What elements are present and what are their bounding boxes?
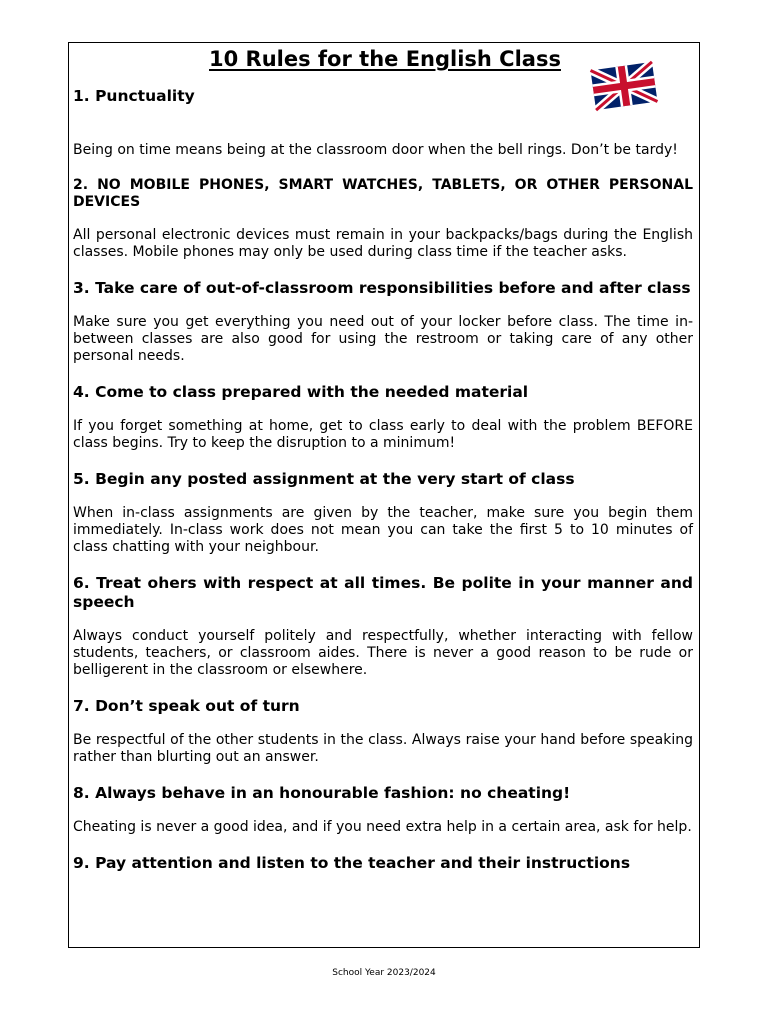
rules-page-frame [68, 42, 700, 948]
page-title-text: 10 Rules for the English Class [209, 47, 561, 71]
rule-1-text: Being on time means being at the classroom door when the bell rings. Don’t be tardy! [73, 142, 678, 158]
rule-5-heading: 5. Begin any posted assignment at the very start of class [73, 470, 575, 488]
rule-5-text: When in-class assignments are given by the teacher, make sure you begin them immediately. In-class work does not mean you can take the first 5 to 10 minutes of class chatting with your neighbour. [73, 505, 693, 555]
rule-1-heading: 1. Punctuality [73, 87, 195, 105]
rule-7-heading: 7. Don’t speak out of turn [73, 697, 300, 715]
rule-7-text: Be respectful of the other students in the class. Always raise your hand before speaking rather than blurting out an answer. [73, 732, 693, 765]
rule-8-heading: 8. Always behave in an honourable fashion: no cheating! [73, 784, 571, 802]
rule-6-heading: 6. Treat ohers with respect at all times. Be polite in your manner and speech [73, 574, 693, 611]
rule-4-heading: 4. Come to class prepared with the needed material [73, 383, 529, 401]
rules-content [73, 87, 693, 889]
rule-4-text: If you forget something at home, get to class early to deal with the problem BEFORE class begins. Try to keep the disruption to a minimum! [73, 418, 693, 451]
rule-9-heading: 9. Pay attention and listen to the teacher and their instructions [73, 854, 631, 872]
rule-8-text: Cheating is never a good idea, and if you need extra help in a certain area, ask for help. [73, 819, 692, 835]
rule-6-text: Always conduct yourself politely and respectfully, whether interacting with fellow students, teachers, or classroom aides. There is never a good reason to be rude or belligerent in the classroom or elsewhere. [73, 628, 693, 678]
uk-flag-icon [589, 59, 659, 113]
rule-1-spacer [73, 122, 693, 142]
rule-3-heading: 3. Take care of out-of-classroom responsibilities before and after class [73, 279, 691, 297]
rule-2-text: All personal electronic devices must remain in your backpacks/bags during the English classes. Mobile phones may only be used during class time if the teacher asks. [73, 227, 693, 260]
rule-3-text: Make sure you get everything you need out of your locker before class. The time in-between classes are also good for using the restroom or taking care of any other personal needs. [73, 314, 693, 364]
rule-2-heading: 2. NO MOBILE PHONES, SMART WATCHES, TABLETS, OR OTHER PERSONAL DEVICES [73, 177, 693, 210]
footer-school-year: School Year 2023/2024 [332, 968, 436, 978]
